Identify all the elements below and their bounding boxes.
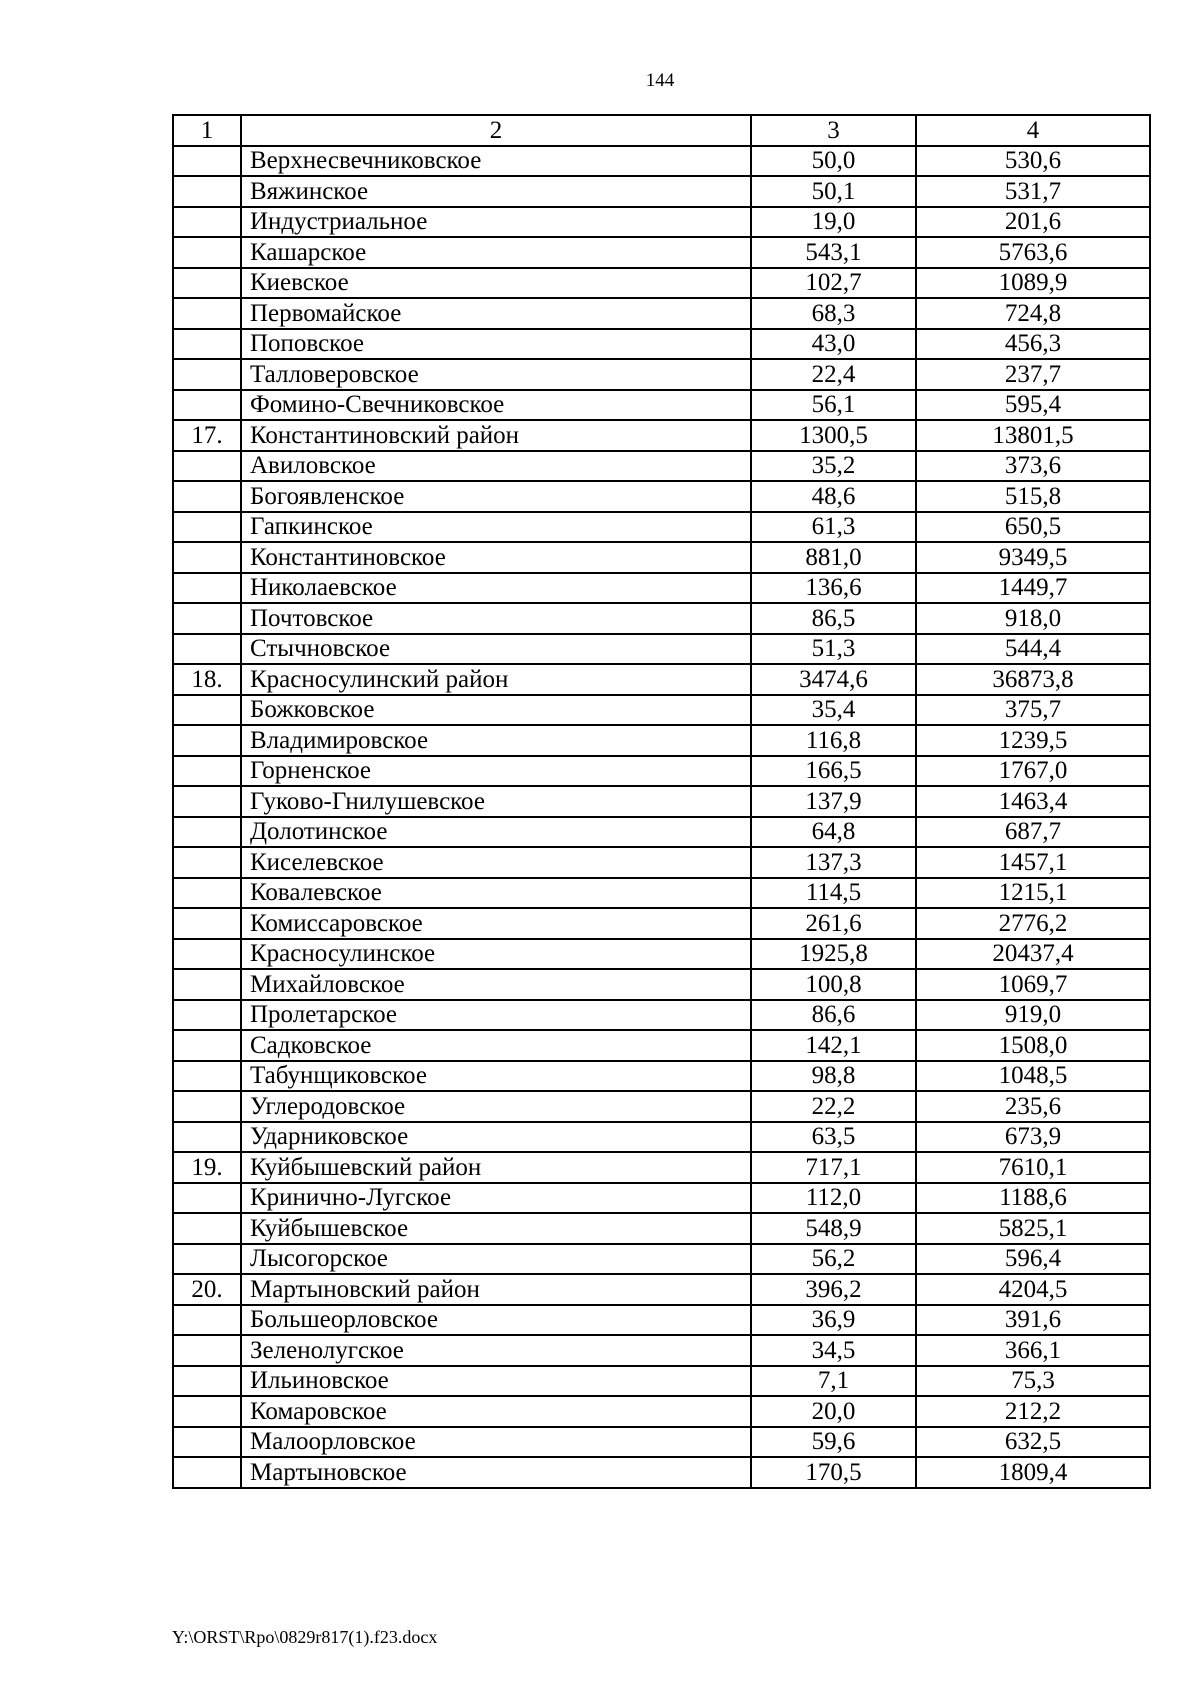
row-value-col3-cell: 35,2 xyxy=(751,451,916,482)
row-name-cell: Куйбышевское xyxy=(241,1213,751,1244)
row-value-col3-cell: 64,8 xyxy=(751,817,916,848)
table-row xyxy=(173,603,1150,634)
row-value-col3-cell: 261,6 xyxy=(751,908,916,939)
table-row xyxy=(173,176,1150,207)
table-row xyxy=(173,1274,1150,1305)
row-value-col3-cell: 59,6 xyxy=(751,1427,916,1458)
row-index-cell: 18. xyxy=(173,664,241,695)
row-name-cell: Гапкинское xyxy=(241,512,751,543)
row-index-cell xyxy=(173,1122,241,1153)
row-index-cell: 20. xyxy=(173,1274,241,1305)
row-value-col3-cell: 543,1 xyxy=(751,237,916,268)
row-value-col3-cell: 51,3 xyxy=(751,634,916,665)
row-name-cell: Верхнесвечниковское xyxy=(241,146,751,177)
row-name-cell: Красносулинское xyxy=(241,939,751,970)
row-value-col3-cell: 548,9 xyxy=(751,1213,916,1244)
row-index-cell xyxy=(173,359,241,390)
row-name-cell: Долотинское xyxy=(241,817,751,848)
row-name-cell: Киселевское xyxy=(241,847,751,878)
row-index-cell xyxy=(173,1091,241,1122)
row-value-col4-cell: 919,0 xyxy=(916,1000,1150,1031)
row-value-col3-cell: 137,3 xyxy=(751,847,916,878)
row-name-cell: Талловеровское xyxy=(241,359,751,390)
table-row xyxy=(173,481,1150,512)
row-value-col3-cell: 63,5 xyxy=(751,1122,916,1153)
table-row xyxy=(173,847,1150,878)
row-value-col4-cell: 1463,4 xyxy=(916,786,1150,817)
row-index-cell xyxy=(173,207,241,238)
row-value-col3-cell: 396,2 xyxy=(751,1274,916,1305)
table-row xyxy=(173,237,1150,268)
row-value-col3-cell: 1925,8 xyxy=(751,939,916,970)
table-row xyxy=(173,1122,1150,1153)
row-value-col3-cell: 102,7 xyxy=(751,268,916,299)
row-value-col4-cell: 237,7 xyxy=(916,359,1150,390)
row-name-cell: Комаровское xyxy=(241,1396,751,1427)
row-value-col4-cell: 673,9 xyxy=(916,1122,1150,1153)
row-index-cell xyxy=(173,1427,241,1458)
table-row xyxy=(173,817,1150,848)
row-value-col4-cell: 724,8 xyxy=(916,298,1150,329)
table-row xyxy=(173,390,1150,421)
row-value-col4-cell: 687,7 xyxy=(916,817,1150,848)
table-row xyxy=(173,1427,1150,1458)
row-index-cell xyxy=(173,1244,241,1275)
row-value-col3-cell: 3474,6 xyxy=(751,664,916,695)
row-name-cell: Богоявленское xyxy=(241,481,751,512)
row-name-cell: Вяжинское xyxy=(241,176,751,207)
row-value-col3-cell: 43,0 xyxy=(751,329,916,360)
row-index-cell xyxy=(173,878,241,909)
row-value-col3-cell: 142,1 xyxy=(751,1030,916,1061)
row-value-col4-cell: 235,6 xyxy=(916,1091,1150,1122)
row-value-col4-cell: 456,3 xyxy=(916,329,1150,360)
row-value-col3-cell: 1300,5 xyxy=(751,420,916,451)
row-name-cell: Киевское xyxy=(241,268,751,299)
row-name-cell: Малоорловское xyxy=(241,1427,751,1458)
row-name-cell: Красносулинский район xyxy=(241,664,751,695)
row-value-col4-cell: 13801,5 xyxy=(916,420,1150,451)
row-index-cell xyxy=(173,237,241,268)
row-value-col3-cell: 22,4 xyxy=(751,359,916,390)
row-index-cell xyxy=(173,542,241,573)
row-index-cell xyxy=(173,695,241,726)
row-name-cell: Михайловское xyxy=(241,969,751,1000)
table-row xyxy=(173,1061,1150,1092)
row-value-col3-cell: 50,1 xyxy=(751,176,916,207)
row-value-col4-cell: 1089,9 xyxy=(916,268,1150,299)
row-index-cell xyxy=(173,847,241,878)
table-row xyxy=(173,1335,1150,1366)
row-name-cell: Николаевское xyxy=(241,573,751,604)
row-name-cell: Ильиновское xyxy=(241,1366,751,1397)
row-value-col3-cell: 48,6 xyxy=(751,481,916,512)
row-value-col4-cell: 1048,5 xyxy=(916,1061,1150,1092)
row-value-col4-cell: 391,6 xyxy=(916,1305,1150,1336)
row-index-cell xyxy=(173,1183,241,1214)
column-header-3: 3 xyxy=(751,115,916,146)
table-row xyxy=(173,1396,1150,1427)
row-name-cell: Садковское xyxy=(241,1030,751,1061)
table-row xyxy=(173,969,1150,1000)
row-name-cell: Поповское xyxy=(241,329,751,360)
row-value-col3-cell: 114,5 xyxy=(751,878,916,909)
row-index-cell xyxy=(173,817,241,848)
table-row xyxy=(173,1305,1150,1336)
table-body xyxy=(173,146,1150,1488)
row-name-cell: Индустриальное xyxy=(241,207,751,238)
row-value-col4-cell: 596,4 xyxy=(916,1244,1150,1275)
row-value-col3-cell: 136,6 xyxy=(751,573,916,604)
table-row xyxy=(173,939,1150,970)
row-name-cell: Гуково-Гнилушевское xyxy=(241,786,751,817)
table-row xyxy=(173,664,1150,695)
row-value-col4-cell: 531,7 xyxy=(916,176,1150,207)
row-index-cell xyxy=(173,390,241,421)
table-row xyxy=(173,1213,1150,1244)
row-value-col4-cell: 36873,8 xyxy=(916,664,1150,695)
column-header-2: 2 xyxy=(241,115,751,146)
row-value-col3-cell: 717,1 xyxy=(751,1152,916,1183)
row-index-cell xyxy=(173,786,241,817)
row-value-col4-cell: 1767,0 xyxy=(916,756,1150,787)
table-row xyxy=(173,359,1150,390)
row-value-col3-cell: 881,0 xyxy=(751,542,916,573)
row-index-cell xyxy=(173,176,241,207)
row-name-cell: Зеленолугское xyxy=(241,1335,751,1366)
row-name-cell: Фомино-Свечниковское xyxy=(241,390,751,421)
row-value-col3-cell: 56,1 xyxy=(751,390,916,421)
row-value-col4-cell: 1239,5 xyxy=(916,725,1150,756)
column-header-4: 4 xyxy=(916,115,1150,146)
row-value-col3-cell: 137,9 xyxy=(751,786,916,817)
table-row xyxy=(173,512,1150,543)
row-value-col4-cell: 1457,1 xyxy=(916,847,1150,878)
row-value-col4-cell: 9349,5 xyxy=(916,542,1150,573)
table-row xyxy=(173,420,1150,451)
table-row xyxy=(173,1091,1150,1122)
row-name-cell: Горненское xyxy=(241,756,751,787)
row-value-col3-cell: 61,3 xyxy=(751,512,916,543)
row-value-col4-cell: 201,6 xyxy=(916,207,1150,238)
row-index-cell xyxy=(173,908,241,939)
row-value-col4-cell: 2776,2 xyxy=(916,908,1150,939)
row-value-col4-cell: 632,5 xyxy=(916,1427,1150,1458)
page-number: 144 xyxy=(645,70,675,91)
row-index-cell xyxy=(173,725,241,756)
row-value-col4-cell: 1809,4 xyxy=(916,1457,1150,1488)
table-row xyxy=(173,1183,1150,1214)
row-index-cell: 17. xyxy=(173,420,241,451)
table-row xyxy=(173,207,1150,238)
row-name-cell: Кринично-Лугское xyxy=(241,1183,751,1214)
footer-file-path: Y:\ORST\Rpo\0829r817(1).f23.docx xyxy=(172,1627,438,1647)
table-row xyxy=(173,573,1150,604)
row-index-cell xyxy=(173,939,241,970)
column-header-1: 1 xyxy=(173,115,241,146)
row-value-col3-cell: 22,2 xyxy=(751,1091,916,1122)
row-value-col4-cell: 4204,5 xyxy=(916,1274,1150,1305)
row-value-col4-cell: 515,8 xyxy=(916,481,1150,512)
row-name-cell: Первомайское xyxy=(241,298,751,329)
row-index-cell xyxy=(173,1305,241,1336)
row-value-col3-cell: 34,5 xyxy=(751,1335,916,1366)
table-row xyxy=(173,146,1150,177)
table-row xyxy=(173,1152,1150,1183)
row-index-cell xyxy=(173,1061,241,1092)
row-name-cell: Ковалевское xyxy=(241,878,751,909)
row-value-col3-cell: 36,9 xyxy=(751,1305,916,1336)
row-index-cell xyxy=(173,1457,241,1488)
row-value-col4-cell: 544,4 xyxy=(916,634,1150,665)
table-row xyxy=(173,298,1150,329)
row-name-cell: Углеродовское xyxy=(241,1091,751,1122)
row-index-cell xyxy=(173,512,241,543)
row-value-col3-cell: 100,8 xyxy=(751,969,916,1000)
row-name-cell: Табунщиковское xyxy=(241,1061,751,1092)
row-index-cell xyxy=(173,329,241,360)
row-name-cell: Пролетарское xyxy=(241,1000,751,1031)
row-name-cell: Владимировское xyxy=(241,725,751,756)
row-value-col4-cell: 75,3 xyxy=(916,1366,1150,1397)
row-index-cell xyxy=(173,1000,241,1031)
row-index-cell xyxy=(173,146,241,177)
row-value-col3-cell: 98,8 xyxy=(751,1061,916,1092)
row-index-cell xyxy=(173,1030,241,1061)
row-index-cell xyxy=(173,1335,241,1366)
row-value-col4-cell: 375,7 xyxy=(916,695,1150,726)
table-row xyxy=(173,756,1150,787)
row-value-col3-cell: 112,0 xyxy=(751,1183,916,1214)
row-name-cell: Кашарское xyxy=(241,237,751,268)
row-value-col4-cell: 595,4 xyxy=(916,390,1150,421)
row-index-cell xyxy=(173,298,241,329)
row-index-cell xyxy=(173,969,241,1000)
row-index-cell xyxy=(173,603,241,634)
table-row xyxy=(173,695,1150,726)
table-row xyxy=(173,786,1150,817)
table-row xyxy=(173,1030,1150,1061)
row-index-cell xyxy=(173,268,241,299)
row-value-col4-cell: 918,0 xyxy=(916,603,1150,634)
row-name-cell: Мартыновское xyxy=(241,1457,751,1488)
row-value-col4-cell: 5825,1 xyxy=(916,1213,1150,1244)
row-value-col3-cell: 68,3 xyxy=(751,298,916,329)
row-name-cell: Константиновское xyxy=(241,542,751,573)
row-index-cell: 19. xyxy=(173,1152,241,1183)
row-index-cell xyxy=(173,481,241,512)
table-row xyxy=(173,878,1150,909)
row-value-col4-cell: 20437,4 xyxy=(916,939,1150,970)
row-index-cell xyxy=(173,1366,241,1397)
row-name-cell: Авиловское xyxy=(241,451,751,482)
row-value-col3-cell: 20,0 xyxy=(751,1396,916,1427)
row-value-col3-cell: 56,2 xyxy=(751,1244,916,1275)
row-index-cell xyxy=(173,451,241,482)
row-index-cell xyxy=(173,573,241,604)
table-row xyxy=(173,329,1150,360)
row-value-col3-cell: 86,6 xyxy=(751,1000,916,1031)
row-index-cell xyxy=(173,634,241,665)
table-row xyxy=(173,1000,1150,1031)
row-value-col3-cell: 116,8 xyxy=(751,725,916,756)
row-value-col4-cell: 650,5 xyxy=(916,512,1150,543)
row-name-cell: Большеорловское xyxy=(241,1305,751,1336)
row-value-col3-cell: 170,5 xyxy=(751,1457,916,1488)
table-header-row xyxy=(173,115,1150,146)
row-value-col4-cell: 212,2 xyxy=(916,1396,1150,1427)
row-value-col4-cell: 1215,1 xyxy=(916,878,1150,909)
row-value-col4-cell: 373,6 xyxy=(916,451,1150,482)
row-index-cell xyxy=(173,756,241,787)
table-row xyxy=(173,268,1150,299)
row-value-col3-cell: 50,0 xyxy=(751,146,916,177)
row-name-cell: Стычновское xyxy=(241,634,751,665)
row-value-col3-cell: 166,5 xyxy=(751,756,916,787)
table-row xyxy=(173,542,1150,573)
row-name-cell: Божковское xyxy=(241,695,751,726)
row-value-col3-cell: 7,1 xyxy=(751,1366,916,1397)
table-row xyxy=(173,908,1150,939)
row-name-cell: Лысогорское xyxy=(241,1244,751,1275)
table-row xyxy=(173,1457,1150,1488)
row-value-col3-cell: 86,5 xyxy=(751,603,916,634)
row-value-col4-cell: 5763,6 xyxy=(916,237,1150,268)
row-value-col4-cell: 7610,1 xyxy=(916,1152,1150,1183)
row-value-col4-cell: 1449,7 xyxy=(916,573,1150,604)
table-row xyxy=(173,451,1150,482)
row-value-col3-cell: 19,0 xyxy=(751,207,916,238)
budget-table xyxy=(172,114,1151,1489)
row-name-cell: Куйбышевский район xyxy=(241,1152,751,1183)
row-name-cell: Константиновский район xyxy=(241,420,751,451)
row-value-col4-cell: 1069,7 xyxy=(916,969,1150,1000)
row-value-col4-cell: 530,6 xyxy=(916,146,1150,177)
row-value-col4-cell: 1188,6 xyxy=(916,1183,1150,1214)
row-name-cell: Комиссаровское xyxy=(241,908,751,939)
table-row xyxy=(173,1366,1150,1397)
row-value-col4-cell: 366,1 xyxy=(916,1335,1150,1366)
row-index-cell xyxy=(173,1213,241,1244)
table-row xyxy=(173,725,1150,756)
row-value-col4-cell: 1508,0 xyxy=(916,1030,1150,1061)
row-value-col3-cell: 35,4 xyxy=(751,695,916,726)
table-row xyxy=(173,1244,1150,1275)
row-index-cell xyxy=(173,1396,241,1427)
row-name-cell: Ударниковское xyxy=(241,1122,751,1153)
row-name-cell: Почтовское xyxy=(241,603,751,634)
table-row xyxy=(173,634,1150,665)
row-name-cell: Мартыновский район xyxy=(241,1274,751,1305)
